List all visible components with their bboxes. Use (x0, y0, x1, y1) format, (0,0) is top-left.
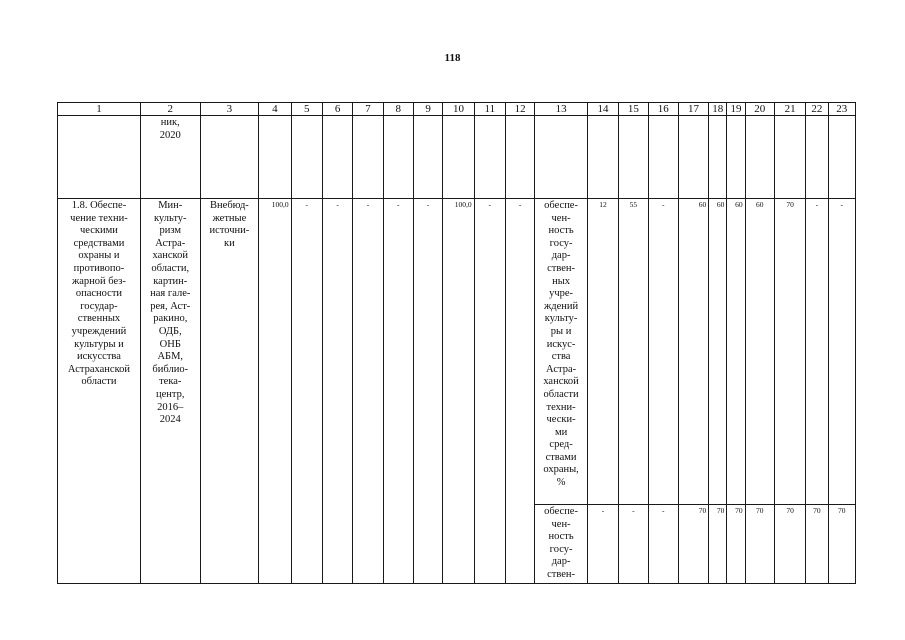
cell (774, 199, 805, 505)
indicator-value: 70 (813, 506, 821, 515)
indicator-name: обеспе- чен- ность госу- дар- ствен- (544, 506, 578, 580)
cell (727, 505, 745, 584)
funding-value: - (397, 200, 400, 209)
col-header-11: 11 (474, 103, 505, 116)
col-header-19: 19 (727, 103, 745, 116)
funding-value: - (305, 200, 309, 209)
cell (806, 505, 828, 584)
col-header-6: 6 (322, 103, 352, 116)
col-header-18: 18 (709, 103, 727, 116)
cell (383, 199, 413, 584)
cell (745, 505, 774, 584)
cell (200, 116, 259, 199)
cell (322, 199, 352, 584)
cell (353, 116, 383, 199)
cell (727, 116, 745, 199)
cell (774, 505, 805, 584)
col-header-23: 23 (828, 103, 855, 116)
cell (535, 505, 588, 584)
cell (58, 116, 141, 199)
indicator-value: 70 (698, 506, 707, 515)
cell (587, 505, 618, 584)
cell (828, 116, 855, 199)
funding-value: - (366, 200, 370, 209)
cell (200, 199, 259, 584)
cell (505, 199, 534, 584)
cell (678, 199, 708, 505)
cell (259, 116, 291, 199)
col-header-13: 13 (535, 103, 588, 116)
indicator-value: 55 (629, 200, 638, 209)
indicator-value: 70 (838, 506, 846, 515)
col-header-15: 15 (619, 103, 648, 116)
indicator-value: 60 (735, 200, 743, 209)
cell (828, 505, 855, 584)
cell (709, 116, 727, 199)
funding-value: - (488, 200, 492, 209)
cell (413, 199, 442, 584)
funding-value: - (518, 200, 522, 209)
activity-row (58, 199, 856, 505)
col-header-2: 2 (140, 103, 200, 116)
col-header-8: 8 (383, 103, 413, 116)
col-header-20: 20 (745, 103, 774, 116)
cell (443, 199, 474, 584)
cell (140, 116, 200, 199)
cell (727, 199, 745, 505)
funding-value: - (426, 200, 430, 209)
cell (806, 116, 828, 199)
col-header-4: 4 (259, 103, 291, 116)
cell (322, 116, 352, 199)
col-header-17: 17 (678, 103, 708, 116)
cell (709, 505, 727, 584)
cell (678, 116, 708, 199)
cell (587, 116, 618, 199)
cell (535, 116, 588, 199)
indicator-value: 60 (716, 200, 725, 209)
col-header-5: 5 (291, 103, 322, 116)
cell (828, 199, 855, 505)
indicator-name: обеспе- чен- ность госу- дар- ствен- ных учре- ждений культу- ры и искус- ства Астра- ханской области техни- чески- ми сред- ствами охраны, % (543, 200, 579, 489)
cell (474, 116, 505, 199)
col-header-16: 16 (648, 103, 678, 116)
cell (619, 116, 648, 199)
col-header-12: 12 (505, 103, 534, 116)
indicator-value: 70 (716, 506, 725, 515)
indicator-value: - (815, 200, 819, 209)
col-header-9: 9 (413, 103, 442, 116)
indicator-value: 70 (735, 506, 743, 515)
indicator-value: 60 (698, 200, 707, 209)
indicator-value: 70 (786, 506, 794, 515)
cell (383, 116, 413, 199)
program-table (57, 102, 856, 584)
cell (806, 199, 828, 505)
cell (745, 199, 774, 505)
funding-source: Внебюд- жетные источни- ки (209, 200, 250, 249)
cell (619, 199, 648, 505)
cell (678, 505, 708, 584)
col-header-1: 1 (58, 103, 141, 116)
indicator-value: - (661, 506, 665, 515)
executor-continuation: ник, 2020 (159, 117, 181, 141)
col-header-22: 22 (806, 103, 828, 116)
cell (619, 505, 648, 584)
cell (587, 199, 618, 505)
cell (413, 116, 442, 199)
col-header-10: 10 (443, 103, 474, 116)
col-header-3: 3 (200, 103, 259, 116)
activity-name: 1.8. Обеспе- чение техни- ческими средствами охраны и противопо- жарной без- опасности государ- ственных учреждений культуры и искусства Астраханской области (67, 200, 131, 388)
cell (58, 199, 141, 584)
page-number: 118 (444, 52, 461, 64)
cell (774, 116, 805, 199)
indicator-value: 12 (599, 200, 607, 209)
cell (648, 199, 678, 505)
total-funding: 100,0 (271, 200, 289, 209)
cell (709, 199, 727, 505)
continuation-row (58, 116, 856, 199)
col-header-21: 21 (774, 103, 805, 116)
cell (291, 199, 322, 584)
cell (259, 199, 291, 584)
indicator-value: - (601, 506, 605, 515)
funding-value: - (336, 200, 339, 209)
cell (648, 116, 678, 199)
cell (535, 199, 588, 505)
cell (648, 505, 678, 584)
cell (505, 116, 534, 199)
cell (140, 199, 200, 584)
indicator-value: 70 (756, 506, 764, 515)
indicator-value: 70 (786, 200, 794, 209)
indicator-value: 60 (756, 200, 764, 209)
cell (353, 199, 383, 584)
cell (474, 199, 505, 584)
indicator-value: - (840, 200, 843, 209)
col-header-14: 14 (587, 103, 618, 116)
funding-value: 100,0 (454, 200, 472, 209)
indicator-value: - (661, 200, 665, 209)
cell (291, 116, 322, 199)
cell (443, 116, 474, 199)
col-header-7: 7 (353, 103, 383, 116)
indicator-value: - (632, 506, 635, 515)
cell (745, 116, 774, 199)
activity-executor: Мин- культу- ризм Астра- ханской области, картин- ная гале- рея, Аст- ракино, ОДБ, ОНБ АБМ, библио- тека- центр, 2016– 2024 (150, 200, 191, 426)
column-number-row (58, 103, 856, 116)
